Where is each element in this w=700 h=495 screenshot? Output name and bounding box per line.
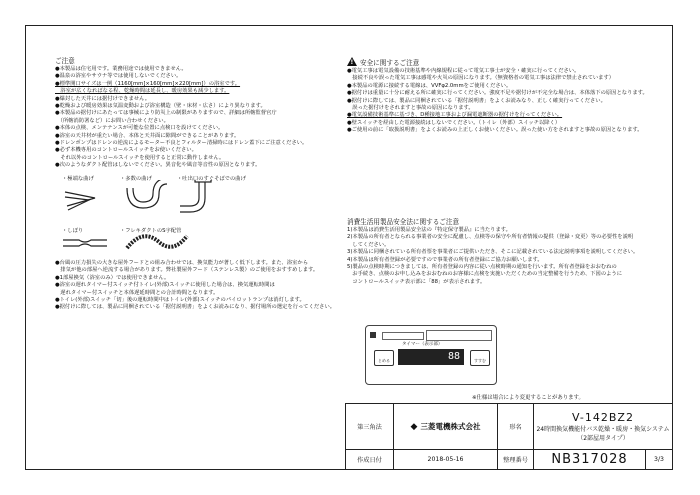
consumer-line: お手続き、点検のお申し込みをおおむねのお客様に点検を実施いただくための当定整備を行うため、下図のように [347, 271, 623, 278]
safety-line: 誤った据付けをされますと事故の原因になります。 [347, 105, 474, 112]
note-line: 排気が他の部屋へ逆流する場合があります。弊社製屋外フード（ステンレス製）のご使用をおすすめします。 [55, 267, 319, 274]
spec-change-note: ※仕様は場合により変更することがあります。 [472, 395, 584, 401]
note-line: ●ドレンポンプはドレンの逆流によるモーター不良とフィルター清掃時にはドレン蓋下にご注意ください。 [55, 140, 308, 147]
model-label: 形名 [498, 404, 534, 450]
note-line: ●据付けに際しては、製品に同梱されている「据付説明書」をよくお読みになり、据付場所の選定を行ってください。 [55, 304, 336, 311]
doc-number: NB317028 [534, 450, 646, 470]
timer-display: 88 [398, 349, 464, 365]
doc-no-label: 整理番号 [498, 450, 534, 470]
duct-label-flex-s-shape: ・フレキダクトのS字配管 [120, 228, 182, 234]
outlet-bend-diagram [180, 182, 205, 212]
note-line: ●浴室の遅れタイマー付スイッチ付トイレ(外部)スイッチに使用した場合は、換気運転時間は [55, 282, 275, 289]
safety-line: ●据付けは重量に十分に耐える所に確実に行ってください。強度不足や据付けが不完全な場合は、本体落下の原因となります。 [347, 90, 648, 97]
date-label: 作成日付 [346, 450, 394, 470]
note-line: ●爆封した天井には据付けできません。 [55, 95, 150, 102]
safety-line: ●電気設備技術基準に基づき、D種接地工事および漏電遮断器の据付けを行ってください。 [347, 112, 563, 119]
note-line: ●トイレ(外部)スイッチ「切」後の運転時間中はトイレ(外部)スイッチのパイロットランプは消灯します。 [55, 297, 305, 304]
outlet-bend-diagram-inner [180, 182, 199, 206]
consumer-line: 2)本製品の所有者となられる事業者の安全に配慮し、点検等の保守や所有者情報の提供（登録・変更）等の必要性を説明 [347, 234, 634, 241]
stop-button: とめる [374, 350, 394, 366]
model-cell [534, 404, 673, 450]
consumer-line: 4)本製品は所有者登録が必要ですので事業者の所有者登録にご協力お願いします。 [347, 256, 543, 263]
consumer-notes [347, 218, 638, 286]
safety-notes [347, 57, 648, 135]
model-number: V-142BZ2 [572, 411, 634, 424]
multiple-bends-diagram [127, 184, 167, 208]
mitsubishi-diamond-icon: ◆ [410, 421, 418, 432]
note-line: ●標準開口サイズは一例（1160[mm]×160[mm]×220[mm]）の浴室です。 [55, 80, 241, 87]
company-cell: ◆ 三菱電機株式会社 [394, 404, 498, 450]
note-line: ●次のようなダクト配管はしないでください。異音化や風音等音性の原因となります。 [55, 162, 261, 169]
consumer-heading: 消費生活用製品安全法に関するご注意 [347, 218, 460, 226]
constriction-diagram [63, 240, 107, 242]
panel-info-plate [426, 330, 492, 341]
date-value: 2018-05-16 [394, 450, 498, 470]
note-line: ●温泉の浴室やサウナ等では使用しないでください。 [55, 73, 182, 80]
left-notes-2 [55, 260, 335, 312]
note-line: 遅れタイマー付スイッチと本体遅延時間との合計時間となります。 [55, 289, 219, 296]
consumer-line: 3)本製品に同梱されている所有者票を事業者にご提供いただき、そこに記載されている法定説明事項を説明してください。 [347, 249, 639, 256]
timer-label: タイマー（表示部） [402, 342, 443, 347]
note-line: ●乾燥および暖房効果は気温変動および浴室構造（壁・床材・広さ）により異なります。 [55, 103, 266, 110]
safety-line: 接続不良や誤った電気工事は感電や火災の原因になります。（無資格者の電気工事は法律で禁止されています） [347, 75, 615, 82]
safety-line: ●ご使用の前に「取扱説明書」をよくお読みの上正しくお使いください。誤った使い方をされますと事故の原因となります。 [347, 127, 643, 134]
constriction-diagram-inner [63, 244, 107, 246]
warning-icon [347, 57, 357, 66]
title-block [345, 403, 673, 470]
safety-heading: !安全に関するご注意 [347, 57, 648, 68]
duct-label-bend-near-outlet: ・吐出口のすぐそばでの曲げ [177, 176, 246, 182]
control-switch-diagram [365, 325, 497, 385]
note-line: ●浴室の天井材が重たい場合、本体と天井面に隙間ができることがあります。 [55, 132, 240, 139]
left-heading: ご注意 [55, 57, 75, 65]
note-line: ●台風の圧力損失の大きな屋外フードとの組み合わせでは、換気能力が著しく低下します。また、浴室から [55, 260, 308, 266]
product-line-1: 24時間換気機能付バス乾燥・暖房・換気システム [536, 426, 670, 433]
consumer-line: 5)製品の点検時期につきましては、所有者登録の内容に従い点検時期の通知を行います。所有者登録をおおむねの [347, 264, 617, 271]
mitsubishi-logo-icon [370, 332, 376, 338]
duct-label-multiple-bends: ・多数の曲げ [120, 176, 152, 182]
left-notes [55, 57, 307, 170]
note-line: ●必ず本機専用のコントロールスイッチをお使いください。 [55, 147, 197, 154]
third-angle-label: 第三角法 [346, 404, 394, 450]
safety-line: ●据付けに際しては、製品に同梱されている「据付説明書」をよくお読みなり、正しく確実行ってください。 [347, 97, 606, 104]
note-line: それ以外のコントロールスイッチを使用すると正常に動作しません。 [55, 154, 225, 161]
consumer-line: コントロールスイッチ表示部に「88」が表示されます。 [347, 278, 486, 285]
note-line: ●本製品の据付けにあたっては事械により防災上の制限がありますので、詳細は所轄監督官庁 [55, 110, 277, 117]
consumer-line: してください。 [347, 241, 390, 248]
flex-duct-diagram [127, 236, 187, 248]
note-line: 浴室が広くなればなる程、乾燥時間は延長し、暖房効果も減少します。 [55, 88, 230, 95]
page-number: 3/3 [646, 450, 673, 470]
note-line: ●1部屋換気（浴室のみ）では使用できません。 [55, 274, 170, 281]
consumer-line: 1)本製品は消費生活用製品安全法の『特定保守製品』に当たります。 [347, 227, 511, 233]
safety-line: ●電気工事は電気設備の技術基準や内線規程に従って電気工事士が安全・確実に行ってください。 [347, 68, 580, 74]
product-line-2: （2部屋用タイプ） [577, 435, 629, 442]
safety-line: ●壁スイッチを経由した電源接続はしないでください。（トイレ（外部）スイッチ以降く） [347, 119, 561, 126]
multiple-bends-diagram-inner [133, 180, 169, 202]
note-line: ●本体の点検、メンテナンスが可能な位置に点検口を設けてください。 [55, 125, 224, 132]
panel-label-plate [382, 332, 424, 340]
safety-line: ●本製品の電源に接続する電線は、VVFφ2.0mmをご使用ください。 [347, 82, 512, 89]
duct-label-sharp-bend: ・極端な曲げ [62, 176, 94, 182]
note-line: ●本製品は住宅用です。業務用途では使用できません。 [55, 66, 187, 72]
duct-label-constriction: ・しぼり [62, 228, 84, 234]
outlet-box [195, 180, 211, 182]
note-line: （所轄消防署など）にお問い合わせください。 [55, 117, 169, 124]
duct-diagrams [55, 180, 255, 260]
advance-button: すすむ [470, 350, 490, 366]
